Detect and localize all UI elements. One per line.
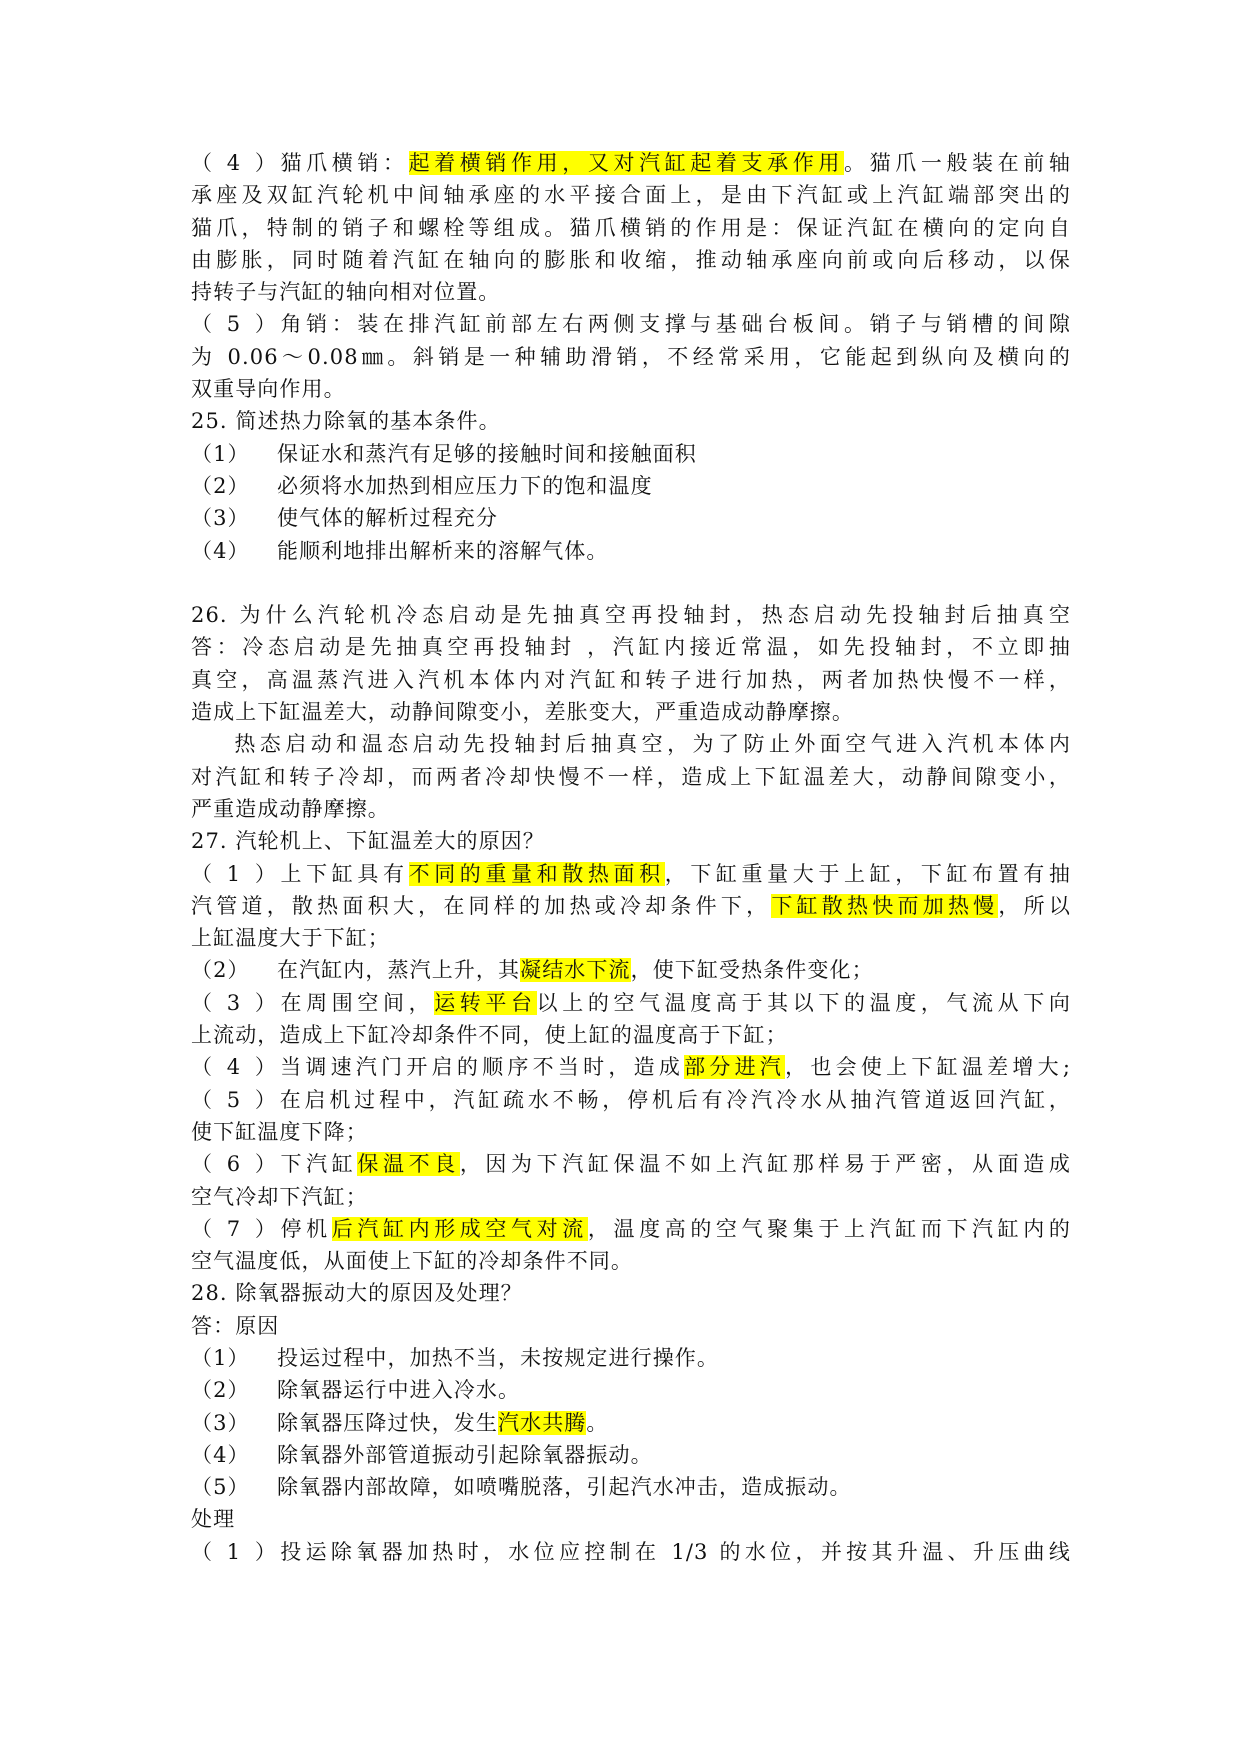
list-item xyxy=(191,987,1071,1019)
list-item xyxy=(191,1084,1071,1116)
item-number: （1） xyxy=(191,861,277,886)
text-span: ，使下缸受热条件变化； xyxy=(630,958,874,983)
list-item-continuation: 使下缸温度下降； xyxy=(191,1119,368,1144)
item-number: （5） xyxy=(191,312,277,337)
text-span: 下汽缸 xyxy=(277,1152,358,1177)
list-item-continuation xyxy=(191,890,1071,922)
item-text: 投运除氧器加热时，水位应控制在 1/3 的水位，并按其升温、升压曲线 xyxy=(277,1539,1071,1564)
text-span: 。 xyxy=(586,1410,609,1435)
item-4-line xyxy=(191,147,1071,179)
item-number: （3） xyxy=(191,1410,250,1435)
item-text: 投运过程中，加热不当，未按规定进行操作。 xyxy=(277,1345,719,1370)
section-label: 处理 xyxy=(191,1507,236,1532)
item-number: （1） xyxy=(191,1539,277,1564)
list-item xyxy=(191,858,1071,890)
item-5-line xyxy=(191,308,1071,340)
highlighted-text: 凝结水下流 xyxy=(520,958,631,983)
text-span: 在汽缸内，蒸汽上升，其 xyxy=(277,958,521,983)
highlighted-text: 运转平台 xyxy=(434,990,537,1015)
list-item xyxy=(191,1374,1071,1406)
paragraph-line: 持转子与汽缸的轴向相对位置。 xyxy=(191,280,501,305)
list-item-continuation: 上流动，造成上下缸冷却条件不同，使上缸的温度高于下缸； xyxy=(191,1023,788,1048)
text-span: 。猫爪一般装在前轴 xyxy=(844,151,1072,175)
text-span: 以上的空气温度高于其以下的温度，气流从下向 xyxy=(536,990,1071,1015)
text-span: 在周围空间， xyxy=(277,990,435,1015)
paragraph-line: 双重导向作用。 xyxy=(191,377,346,402)
highlighted-text: 后汽缸内形成空气对流 xyxy=(331,1216,588,1241)
item-number: （7） xyxy=(191,1216,277,1241)
highlighted-text: 起着横销作用，又对汽缸起着支承作用 xyxy=(408,151,844,175)
item-text: 除氧器外部管道振动引起除氧器振动。 xyxy=(277,1442,653,1467)
list-item-continuation: 上缸温度大于下缸； xyxy=(191,926,390,951)
answer-line: 严重造成动静摩擦。 xyxy=(191,796,390,821)
paragraph-line: 承座及双缸汽轮机中间轴承座的水平接合面上，是由下汽缸或上汽缸端部突出的 xyxy=(191,183,1071,208)
answer-line: 真空，高温蒸汽进入汽机本体内对汽缸和转子进行加热，两者加热快慢不一样， xyxy=(191,667,1071,692)
text-span: 热态启动和温态启动先投轴封后抽真空，为了防止外面空气进入汽机本体内 xyxy=(231,732,1071,757)
text-span: ，所以 xyxy=(998,893,1071,918)
question-title: 27. 汽轮机上、下缸温差大的原因？ xyxy=(191,829,545,854)
list-item xyxy=(191,1051,1071,1083)
item-text: 保证水和蒸汽有足够的接触时间和接触面积 xyxy=(277,441,697,466)
highlighted-text: 下缸散热快而加热慢 xyxy=(771,893,999,918)
text-span: 在启机过程中，汽缸疏水不畅，停机后有冷汽冷水从抽汽管道返回汽缸， xyxy=(277,1087,1071,1112)
list-item xyxy=(191,1213,1071,1245)
item-number: （4） xyxy=(191,151,277,175)
text-span: 角销：装在排汽缸前部左右两侧支撑与基础台板间。销子与销槽的间隙 xyxy=(277,312,1071,337)
list-item xyxy=(191,954,1071,986)
question-title: 25. 简述热力除氧的基本条件。 xyxy=(191,409,501,434)
item-number: （2） xyxy=(191,958,250,983)
highlighted-text: 不同的重量和散热面积 xyxy=(408,861,665,886)
text-span: ，也会使上下缸温差增大; xyxy=(785,1055,1072,1080)
answer-line xyxy=(191,728,1071,760)
paragraph-line: 猫爪，特制的销子和螺栓等组成。猫爪横销的作用是：保证汽缸在横向的定向自 xyxy=(191,215,1071,240)
item-number: （2） xyxy=(191,1378,250,1403)
item-number: （6） xyxy=(191,1152,277,1177)
item-number: （1） xyxy=(191,1345,250,1370)
list-item xyxy=(191,535,1071,567)
item-number: （3） xyxy=(191,990,277,1015)
item-number: （4） xyxy=(191,1055,277,1080)
text-span: 汽管道，散热面积大，在同样的加热或冷却条件下， xyxy=(191,893,772,918)
text-span: ，温度高的空气聚集于上汽缸而下汽缸内的 xyxy=(587,1216,1072,1241)
highlighted-text: 汽水共腾 xyxy=(498,1410,587,1435)
list-item xyxy=(191,1536,1071,1568)
item-text: 使气体的解析过程充分 xyxy=(277,506,498,531)
text-span: 当调速汽门开启的顺序不当时，造成 xyxy=(277,1055,685,1080)
question-title: 28. 除氧器振动大的原因及处理？ xyxy=(191,1281,523,1306)
highlighted-text: 部分进汽 xyxy=(684,1055,786,1080)
list-item xyxy=(191,470,1071,502)
item-number: （5） xyxy=(191,1087,277,1112)
item-text: 必须将水加热到相应压力下的饱和温度 xyxy=(277,473,653,498)
text-span: ，因为下汽缸保温不如上汽缸那样易于严密，从面造成 xyxy=(459,1152,1071,1177)
item-number: （5） xyxy=(191,1475,250,1500)
list-item xyxy=(191,502,1071,534)
question-title: 26. 为什么汽轮机冷态启动是先抽真空再投轴封，热态启动先投轴封后抽真空 xyxy=(191,603,1071,628)
section-label: 答：原因 xyxy=(191,1313,280,1338)
list-item xyxy=(191,1439,1071,1471)
list-item xyxy=(191,1342,1071,1374)
item-text: 除氧器运行中进入冷水。 xyxy=(277,1378,521,1403)
text-span: 猫爪横销： xyxy=(277,151,409,175)
item-number: （1） xyxy=(191,441,250,466)
text-span: 除氧器压降过快，发生 xyxy=(277,1410,498,1435)
item-number: （4） xyxy=(191,538,250,563)
paragraph-line: 为 0.06～0.08㎜。斜销是一种辅助滑销，不经常采用，它能起到纵向及横向的 xyxy=(191,344,1071,369)
list-item-continuation: 空气温度低，从面使上下缸的冷却条件不同。 xyxy=(191,1249,633,1274)
answer-line: 对汽缸和转子冷却，而两者冷却快慢不一样，造成上下缸温差大，动静间隙变小， xyxy=(191,764,1071,789)
list-item xyxy=(191,1471,1071,1503)
item-number: （4） xyxy=(191,1442,250,1467)
item-number: （3） xyxy=(191,506,250,531)
text-span: 停机 xyxy=(277,1216,332,1241)
list-item xyxy=(191,1407,1071,1439)
list-item xyxy=(191,1148,1071,1180)
list-item-continuation: 空气冷却下汽缸； xyxy=(191,1184,368,1209)
text-span: 上下缸具有 xyxy=(277,861,409,886)
blank-line xyxy=(191,567,1071,599)
answer-line: 答：冷态启动是先抽真空再投轴封 ，汽缸内接近常温，如先投轴封，不立即抽 xyxy=(191,635,1071,660)
text-span: ，下缸重量大于上缸，下缸布置有抽 xyxy=(664,861,1071,886)
document-page xyxy=(191,147,1071,1568)
item-text: 能顺利地排出解析来的溶解气体。 xyxy=(277,538,609,563)
paragraph-line: 由膨胀，同时随着汽缸在轴向的膨胀和收缩，推动轴承座向前或向后移动，以保 xyxy=(191,247,1071,272)
item-text: 除氧器内部故障，如喷嘴脱落，引起汽水冲击，造成振动。 xyxy=(277,1475,852,1500)
list-item xyxy=(191,438,1071,470)
answer-line: 造成上下缸温差大，动静间隙变小，差胀变大，严重造成动静摩擦。 xyxy=(191,700,854,725)
item-number: （2） xyxy=(191,473,250,498)
highlighted-text: 保温不良 xyxy=(357,1152,460,1177)
